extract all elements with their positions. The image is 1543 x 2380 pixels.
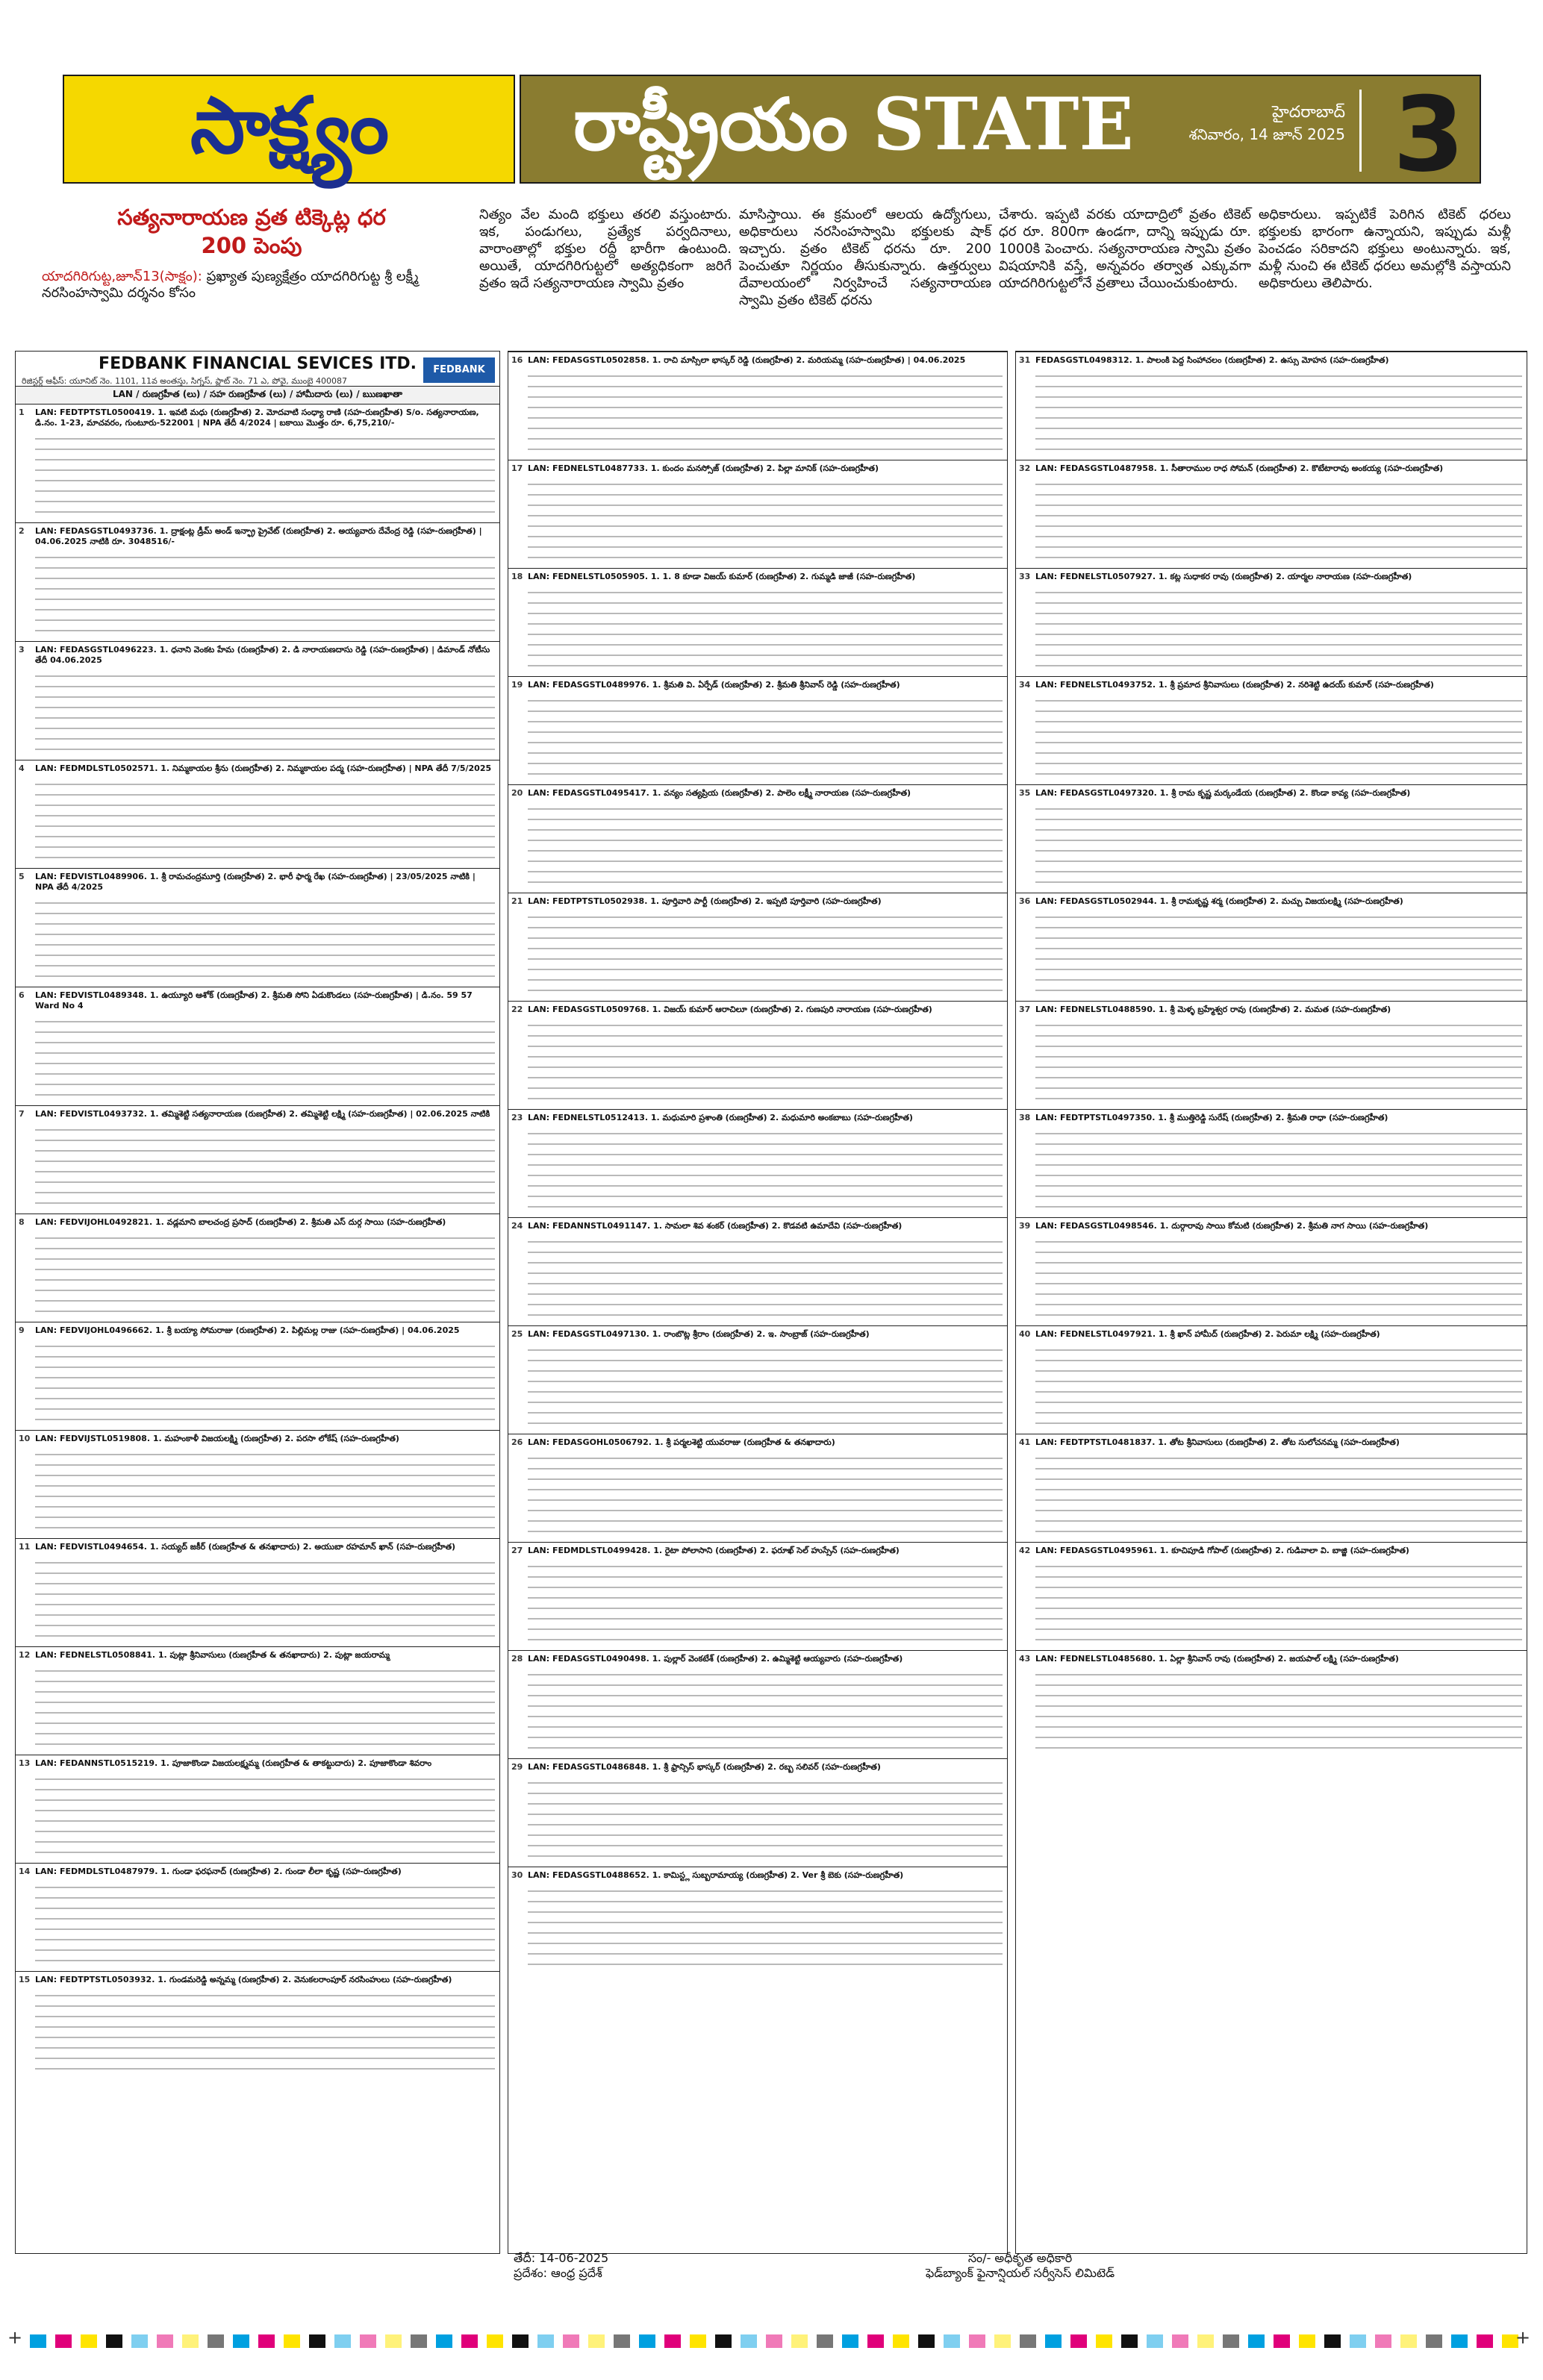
color-swatch (334, 2334, 351, 2348)
notice-row (508, 676, 1007, 784)
row-number: 19 (511, 680, 523, 690)
row-text: LAN: FEDASGSTL0486848. 1. శ్రీ ఫ్రాన్సిస్ భాస్కర్ (రుణగ్రహీత) 2. రబ్బ సలివర్ (సహ-రుణగ్రహీత) (528, 1762, 881, 1772)
row-number: 3 (19, 645, 25, 655)
row-text: FEDASGSTL0498312. 1. పాలంకి పెద్ద సింహాచలం (రుణగ్రహీత) 2. ఉస్సు మోహన (సహ-రుణగ్రహీత) (1035, 355, 1389, 365)
row-text: LAN: FEDVIJOHL0492821. 1. వడ్లమాని బాలచంద్ర ప్రసాద్ (రుణగ్రహీత) 2. శ్రీమతి ఎస్ దుర్గ సాయి (సహ-రుణగ్రహీత) (35, 1217, 446, 1227)
color-swatch (131, 2334, 148, 2348)
notice-row (16, 987, 499, 1105)
notice-row (508, 1217, 1007, 1325)
row-number: 31 (1019, 355, 1031, 365)
notice-row (1016, 1217, 1527, 1325)
color-swatch (411, 2334, 427, 2348)
color-swatch (309, 2334, 325, 2348)
row-filler (1035, 1018, 1522, 1106)
color-swatch (1121, 2334, 1138, 2348)
color-swatch (994, 2334, 1011, 2348)
row-text: LAN: FEDMDLSTL0502571. 1. నిమ్మకాయల శ్రీను (రుణగ్రహీత) 2. నిమ్మకాయల పద్మ (సహ-రుణగ్రహీత) | NPA తేదీ 7/5/2025 (35, 763, 492, 773)
row-text: LAN: FEDVIJSTL0519808. 1. మహంకాళీ విజయలక్ష్మి (రుణగ్రహీత) 2. పరసా లోకేష్ (సహ-రుణగ్రహీత) (35, 1434, 399, 1443)
newspaper-logo (63, 75, 515, 184)
color-swatch (30, 2334, 46, 2348)
row-filler (528, 693, 1003, 781)
story-column-1 (42, 269, 467, 302)
story-dateline: యాదగిరిగుట్ట,జూన్13(సాక్షం): (42, 269, 202, 284)
row-number: 26 (511, 1437, 523, 1447)
color-swatch (639, 2334, 655, 2348)
color-swatch (766, 2334, 782, 2348)
color-swatch (1400, 2334, 1417, 2348)
notice-row (508, 1867, 1007, 1975)
row-filler (528, 585, 1003, 673)
notice-column-1 (15, 351, 500, 2254)
row-text: LAN: FEDASGSTL0495417. 1. వన్యం సత్యప్రియ (రుణగ్రహీత) 2. పాలెం లక్ష్మీ నారాయణ (సహ-రుణగ్రహీత) (528, 788, 911, 798)
notice-row (16, 404, 499, 522)
notice-row (508, 1542, 1007, 1650)
masthead (63, 75, 1481, 195)
notice-row (508, 1758, 1007, 1867)
row-text: LAN: FEDASGSTL0488652. 1. కామిస్ట్ల సుబ్బరామాయ్య (రుణగ్రహీత) 2. Ver శ్రీ బెకు (సహ-రుణగ్రహీత) (528, 1870, 904, 1880)
color-swatch (258, 2334, 275, 2348)
headline-line-2: 200 పెంపు (201, 233, 302, 258)
notice-row (16, 1538, 499, 1646)
row-text: LAN: FEDVISTL0489906. 1. శ్రీ రామచంద్రమూర్తి (రుణగ్రహీత) 2. భారీ ఫార్మ రేఖ (సహ-రుణగ్రహీత) | 23/05/2025 నాటికి | NPA తేదీ 4/2025 (35, 872, 476, 892)
row-text: LAN: FEDTPTSTL0502938. 1. పూర్తివారి పార్టీ (రుణగ్రహీత) 2. ఇప్పటి పూర్తివారి (సహ-రుణగ్రహీత) (528, 896, 882, 906)
row-number: 25 (511, 1329, 523, 1339)
row-number: 30 (511, 1870, 523, 1880)
color-swatch (867, 2334, 884, 2348)
notice-row (508, 352, 1007, 460)
row-filler (35, 1014, 495, 1102)
row-filler (528, 802, 1003, 890)
notice-row (508, 893, 1007, 1001)
row-text: LAN: FEDVISTL0493732. 1. తమ్మిశెట్టి సత్యనారాయణ (రుణగ్రహీత) 2. తమ్మిశెట్టి లక్ష్మి (సహ-రుణగ్రహీత) | 02.06.2025 నాటికి (35, 1109, 490, 1119)
row-number: 35 (1019, 788, 1031, 798)
row-number: 18 (511, 572, 523, 581)
notice-row (1016, 568, 1527, 676)
row-number: 41 (1019, 1437, 1031, 1447)
row-text: LAN: FEDASGSTL0498546. 1. దుర్గారావు సాయి కోమటి (రుణగ్రహీత) 2. శ్రీమతి నాగ సాయి (సహ-రుణగ్రహీత) (1035, 1221, 1429, 1231)
row-text: LAN: FEDTPTSTL0497350. 1. శ్రీ ముత్తిరెడ్డి సురేష్ (రుణగ్రహీత) 2. శ్రీమతి రాధా (సహ-రుణగ్రహీత) (1035, 1113, 1388, 1122)
row-filler (528, 1775, 1003, 1864)
color-swatch (1426, 2334, 1442, 2348)
row-number: 27 (511, 1546, 523, 1555)
color-swatch (512, 2334, 529, 2348)
row-text: LAN: FEDASGSTL0487958. 1. సీతారాముల రాధ సోమన్ (రుణగ్రహీత) 2. కొటేటారావు అంకయ్య (సహ-రుణగ్రహీత) (1035, 463, 1444, 473)
color-swatch (690, 2334, 706, 2348)
row-number: 13 (19, 1758, 31, 1768)
row-text: LAN: FEDMDLSTL0499428. 1. రైటా పోలాసాని (రుణగ్రహీత) 2. ఫరూఖ్ సెల్ హుస్సేన్ (సహ-రుణగ్రహీత) (528, 1546, 900, 1555)
row-filler (528, 369, 1003, 457)
notice-row (16, 1863, 499, 1971)
row-text: LAN: FEDNELSTL0487733. 1. కుందం మనస్సోజ్ (రుణగ్రహీత) 2. పిల్లా మానిక్ (సహ-రుణగ్రహీత) (528, 463, 879, 473)
color-swatch (233, 2334, 249, 2348)
row-filler (35, 896, 495, 984)
color-swatch (461, 2334, 478, 2348)
row-text: LAN: FEDASGSTL0493736. 1. ద్రాక్షంట్ల డ్రీమ్ అండ్ ఇన్ఫ్రా ప్రైవేట్ (రుణగ్రహీత) 2. అయ్యవారు దేవేంద్ర రెడ్డి (సహ-రుణగ్రహీత) | 04.06.2025 నాటికి రూ. 3048516/- (35, 526, 482, 546)
row-text: LAN: FEDVISTL0494654. 1. సయ్యద్ జకీర్ (రుణగ్రహీత & తనఖాదారు) 2. అయుబా రహమాన్ ఖాన్ (సహ-రుణగ్రహీత) (35, 1542, 456, 1552)
edition-date: శనివారం, 14 జూన్ 2025 (1188, 125, 1345, 143)
headline-line-1: సత్యనారాయణ వ్రత టిక్కెట్ల ధర (117, 204, 386, 230)
row-text: LAN: FEDNELSTL0485680. 1. ఏల్లా శ్రీనివాస్ రావు (రుణగ్రహీత) 2. జయపాల్ లక్ష్మి (సహ-రుణగ్రహీత) (1035, 1654, 1399, 1664)
notice-row (508, 784, 1007, 893)
registration-mark-icon: + (1515, 2327, 1531, 2348)
color-swatch (1045, 2334, 1062, 2348)
notice-row (1016, 352, 1527, 460)
color-swatch (360, 2334, 376, 2348)
row-number: 32 (1019, 463, 1031, 473)
color-swatch (385, 2334, 402, 2348)
color-swatch (1197, 2334, 1214, 2348)
notice-row (16, 1430, 499, 1538)
color-swatch (1274, 2334, 1290, 2348)
registration-mark-icon: + (7, 2327, 23, 2348)
row-text: LAN: FEDNELSTL0505905. 1. 1. 8 కూడా విజయ్ కుమార్ (రుణగ్రహీత) 2. గుమ్మడి జాజీ (సహ-రుణగ్రహీత) (528, 572, 916, 581)
footer-date: తేదీ: 14-06-2025 (514, 2251, 609, 2265)
color-swatch (436, 2334, 452, 2348)
row-filler (1035, 802, 1522, 890)
row-number: 12 (19, 1650, 31, 1660)
row-text: LAN: FEDNELSTL0508841. 1. పుట్లా శ్రీనివాసులు (రుణగ్రహీత & తనఖాదారు) 2. పుట్లా జయరామ్మ (35, 1650, 390, 1660)
row-filler (1035, 1451, 1522, 1539)
notice-row (508, 1434, 1007, 1542)
row-filler (1035, 910, 1522, 998)
top-story (27, 197, 1512, 343)
story-column-2: నిత్యం వేల మంది భక్తులు తరలి వస్తుంటారు. ఇక, పండుగలు, ప్రత్యేక పర్వదినాలు, వారాంతాల్లో భక్తుల రద్దీ భారీగా ఉంటుంది. అయితే, యాదగిరిగుట్టలో అత్యధికంగా జరిగే వ్రతం ఇదే సత్యనారాయణ స్వామి వ్రతం (479, 207, 732, 291)
notice-row (508, 1001, 1007, 1109)
row-number: 14 (19, 1867, 31, 1876)
row-filler (35, 550, 495, 638)
row-number: 9 (19, 1325, 25, 1335)
story-column-3: మాసిస్తాయి. ఈ క్రమంలో ఆలయ ఉద్యోగులు, అధికారులు నరసింహస్వామి భక్తులకు షాక్ ఇచ్చారు. వ్రతం టికెట్ ధరను రూ. 200 పెంచుతూ నిర్ణయం తీసుకున్నారు. ఉత్తర్వులు దేవాలయంలో నిర్వహించే సత్యనారాయణ స్వామి వ్రతం టికెట్ ధరను (739, 207, 991, 308)
row-filler (1035, 477, 1522, 565)
row-text: LAN: FEDASGOHL0506792. 1. శ్రీ పర్మలశెట్టి యువరాజు (రుణగ్రహీత & తనఖాదారు) (528, 1437, 835, 1447)
row-number: 21 (511, 896, 523, 906)
footer-place: ప్రదేశం: ఆంధ్ర ప్రదేశ్ (514, 2266, 602, 2280)
color-swatch (157, 2334, 173, 2348)
color-swatch (1172, 2334, 1188, 2348)
row-number: 23 (511, 1113, 523, 1122)
notice-row (1016, 1001, 1527, 1109)
color-swatch (1299, 2334, 1315, 2348)
print-color-bar (0, 2329, 1543, 2358)
row-number: 43 (1019, 1654, 1031, 1664)
color-swatch (208, 2334, 224, 2348)
notice-column-3 (1015, 351, 1527, 2254)
color-swatch (55, 2334, 72, 2348)
color-swatch (1070, 2334, 1087, 2348)
section-title: రాష్ట్రీయం STATE (573, 82, 1134, 166)
color-swatch (1324, 2334, 1341, 2348)
row-filler (35, 1880, 495, 1968)
row-number: 6 (19, 990, 25, 1000)
row-filler (528, 1126, 1003, 1214)
row-filler (528, 1451, 1003, 1539)
row-number: 20 (511, 788, 523, 798)
row-filler (1035, 585, 1522, 673)
row-number: 15 (19, 1975, 31, 1984)
row-number: 36 (1019, 896, 1031, 906)
color-swatch (588, 2334, 605, 2348)
row-text: LAN: FEDNELSTL0497921. 1. శ్రీ ఖాన్ హామీద్ (రుణగ్రహీత) 2. పెరుమా లక్ష్మి (సహ-రుణగ్రహీత) (1035, 1329, 1380, 1339)
row-number: 24 (511, 1221, 523, 1231)
row-number: 17 (511, 463, 523, 473)
row-filler (528, 1884, 1003, 1972)
row-number: 10 (19, 1434, 31, 1443)
color-swatch (1350, 2334, 1366, 2348)
row-filler (35, 431, 495, 519)
section-banner (520, 75, 1481, 195)
notice-row (1016, 784, 1527, 893)
row-filler (528, 1559, 1003, 1647)
row-filler (528, 1667, 1003, 1755)
row-text: LAN: FEDANNSTL0515219. 1. పూజాకొండా విజయలక్ష్మమ్మ (రుణగ్రహీత & తాకట్టుదారు) 2. పూజాకొండా శివరాం (35, 1758, 432, 1768)
notice-row (1016, 676, 1527, 784)
footer-signature (926, 2251, 1115, 2281)
color-swatch (614, 2334, 630, 2348)
company-name: FEDBANK FINANCIAL SEVICES ITD. (99, 354, 417, 373)
signatory-company: ఫెడ్‌బ్యాంక్ ఫైనాన్షియల్ సర్వీసెస్ లిమిటెడ్ (926, 2266, 1115, 2280)
row-text: LAN: FEDASGSTL0502858. 1. రాచి మాస్సిలా భాస్కర్ రెడ్డి (రుణగ్రహీత) 2. మరియమ్మ (సహ-రుణగ్రహీత) | 04.06.2025 (528, 355, 966, 365)
row-filler (35, 777, 495, 865)
row-filler (35, 1122, 495, 1211)
notice-row (1016, 460, 1527, 568)
row-number: 28 (511, 1654, 523, 1664)
row-text: LAN: FEDTPTSTL0481837. 1. తోట శ్రీనివాసులు (రుణగ్రహీత) 2. తోట సులోచనమ్మ (సహ-రుణగ్రహీత) (1035, 1437, 1400, 1447)
row-text: LAN: FEDASGSTL0497130. 1. రాంబొట్ల శ్రీరాం (రుణగ్రహీత) 2. ఇ. సాంబ్రాజ్ (సహ-రుణగ్రహీత) (528, 1329, 870, 1339)
color-swatch (1020, 2334, 1036, 2348)
signatory-title: సం/- అధీకృత అధికారి (967, 2251, 1073, 2265)
row-filler (1035, 693, 1522, 781)
row-filler (528, 910, 1003, 998)
notice-row (508, 1650, 1007, 1758)
row-filler (35, 1988, 495, 2076)
notice-row (1016, 1109, 1527, 1217)
story-column-5: అధికారులు. ఇప్పటికే పెరిగిన టికెట్ ధరలు భక్తులకు భారంగా ఉన్నాయని, ఇప్పుడు మళ్లీ పెంచడం సరికాదని భక్తులు అంటున్నారు. ఇక, మళ్లీ నుంచి ఈ టికెట్ ధరలు అమల్లోకి వస్తాయని అధికారులు తెలిపారు. (1259, 207, 1511, 291)
notice-rows (508, 352, 1007, 1975)
color-swatch (1477, 2334, 1493, 2348)
story-headline (39, 203, 464, 260)
row-text: LAN: FEDASGSTL0496223. 1. ధనాని వెంకట హేమ (రుణగ్రహీత) 2. డి నారాయణదాసు రెడ్డి (సహ-రుణగ్రహీత) | డిమాండ్ నోటీసు తేదీ 04.06.2025 (35, 645, 490, 665)
color-swatch (182, 2334, 199, 2348)
notice-row (508, 1325, 1007, 1434)
row-number: 29 (511, 1762, 523, 1772)
row-text: LAN: FEDVISTL0489348. 1. ఉయ్యూరి ఆశోక్ (రుణగ్రహీత) 2. శ్రీమతి సోని ఏడుకొండలు (సహ-రుణగ్రహీత) | డి.నం. 59 57 Ward No 4 (35, 990, 473, 1011)
notice-row (1016, 1650, 1527, 1758)
row-number: 42 (1019, 1546, 1031, 1555)
color-swatch (1248, 2334, 1265, 2348)
row-filler (35, 1664, 495, 1752)
row-filler (35, 1339, 495, 1427)
edition-place: హైదరాబాద్ (1272, 103, 1345, 122)
row-text: LAN: FEDVIJOHL0496662. 1. శ్రీ బయ్యా సోమరాజు (రుణగ్రహీత) 2. పిల్లిమల్ల రాజు (సహ-రుణగ్రహీత) | 04.06.2025 (35, 1325, 460, 1335)
row-filler (35, 1555, 495, 1643)
notice-table-header: LAN / రుణగ్రహీత (లు) / సహ రుణగ్రహీత (లు) / హామీదారు (లు) / ఋణఖాతా (16, 386, 499, 404)
row-number: 7 (19, 1109, 25, 1119)
row-text: LAN: FEDASGSTL0489976. 1. శ్రీమతి వి. ఏర్పేడ్ (రుణగ్రహీత) 2. శ్రీమతి శ్రీనివాస్ రెడ్డి (సహ-రుణగ్రహీత) (528, 680, 900, 690)
row-filler (1035, 1559, 1522, 1647)
row-filler (1035, 1126, 1522, 1214)
row-text: LAN: FEDMDLSTL0487979. 1. గుండా ఫరఫనాద్ (రుణగ్రహీత) 2. గుండా లీలా కృష్ణ (సహ-రుణగ్రహీత) (35, 1867, 402, 1876)
row-number: 37 (1019, 1005, 1031, 1014)
notice-row (16, 1971, 499, 2079)
row-number: 38 (1019, 1113, 1031, 1122)
color-swatch (487, 2334, 503, 2348)
color-swatch (817, 2334, 833, 2348)
notice-row (16, 1322, 499, 1430)
row-number: 1 (19, 407, 25, 417)
logo-text: సాక్ష్యం (190, 79, 388, 171)
notice-rows (16, 404, 499, 2079)
notice-row (1016, 1434, 1527, 1542)
color-swatch (81, 2334, 97, 2348)
row-filler (528, 1234, 1003, 1322)
fedbank-logo: FEDBANK (423, 357, 495, 383)
color-swatch (563, 2334, 579, 2348)
row-text: LAN: FEDNELSTL0507927. 1. కట్ల సుధాకర రావు (రుణగ్రహీత) 2. యార్మల నారాయణ (సహ-రుణగ్రహీత) (1035, 572, 1412, 581)
page-number: 3 (1392, 75, 1465, 195)
color-swatch (1147, 2334, 1163, 2348)
row-text: LAN: FEDASGSTL0497320. 1. శ్రీ రామ కృష్ణ మర్కండేయ (రుణగ్రహీత) 2. కొండా కావ్య (సహ-రుణగ్రహీత) (1035, 788, 1411, 798)
row-filler (1035, 1667, 1522, 1755)
row-number: 5 (19, 872, 25, 881)
row-filler (35, 1772, 495, 1860)
color-swatch (284, 2334, 300, 2348)
row-filler (35, 1447, 495, 1535)
notice-row (16, 522, 499, 641)
color-swatch (741, 2334, 757, 2348)
footer-left (514, 2251, 608, 2281)
notice-row (16, 760, 499, 868)
color-swatch (1451, 2334, 1468, 2348)
notice-row (1016, 893, 1527, 1001)
row-number: 16 (511, 355, 523, 365)
notice-row (16, 1646, 499, 1755)
color-swatch (1375, 2334, 1391, 2348)
color-swatch (791, 2334, 808, 2348)
row-number: 22 (511, 1005, 523, 1014)
color-swatch (664, 2334, 681, 2348)
row-number: 34 (1019, 680, 1031, 690)
row-number: 11 (19, 1542, 31, 1552)
notice-footer (508, 2245, 1527, 2290)
notice-row (16, 868, 499, 987)
row-text: LAN: FEDASGSTL0509768. 1. విజయ్ కుమార్ ఆరాచిలూ (రుణగ్రహీత) 2. గుణపురి నారాయణ (సహ-రుణగ్రహీత) (528, 1005, 932, 1014)
row-text: LAN: FEDTPTSTL0503932. 1. గుండమరెడ్డి అన్నమ్మ (రుణగ్రహీత) 2. వెనుకలరాంపూర్ నరసింహులు (సహ-రుణగ్రహీత) (35, 1975, 452, 1984)
story-text-1: ప్రఖ్యాత పుణ్యక్షేత్రం యాదగిరిగుట్ట శ్రీ లక్ష్మీ నరసింహస్వామి దర్శనం కోసం (42, 269, 419, 301)
row-filler (528, 477, 1003, 565)
row-text: LAN: FEDASGSTL0502944. 1. శ్రీ రామకృష్ణ శర్మ (రుణగ్రహీత) 2. మచ్చు విజయలక్ష్మి (సహ-రుణగ్రహీత) (1035, 896, 1403, 906)
row-number: 8 (19, 1217, 25, 1227)
color-swatch (106, 2334, 122, 2348)
notice-row (16, 1755, 499, 1863)
row-number: 40 (1019, 1329, 1031, 1339)
row-text: LAN: FEDASGSTL0490498. 1. పుల్లార్ వెంకటేశ్ (రుణగ్రహీత) 2. ఉమ్మిశెట్టి ఆయ్యవారు (సహ-రుణగ్రహీత) (528, 1654, 903, 1664)
notice-row (508, 460, 1007, 568)
color-swatch (715, 2334, 732, 2348)
banner-divider (1359, 90, 1362, 172)
notice-header (16, 352, 499, 376)
row-number: 33 (1019, 572, 1031, 581)
notice-row (16, 1105, 499, 1214)
color-swatch (969, 2334, 985, 2348)
color-swatch (1223, 2334, 1239, 2348)
color-swatch (944, 2334, 960, 2348)
notice-row (508, 1109, 1007, 1217)
row-filler (528, 1018, 1003, 1106)
row-filler (528, 1343, 1003, 1431)
row-number: 4 (19, 763, 25, 773)
notice-column-2 (508, 351, 1008, 2254)
row-filler (1035, 1343, 1522, 1431)
color-swatch (537, 2334, 554, 2348)
row-text: LAN: FEDTPTSTL0500419. 1. ఇవటి మధు (రుణగ్రహీత) 2. మోదవాటి సంధ్యా రాణి (సహ-రుణగ్రహీత) S/o. సత్యనారాయణ, డి.నం. 1-23, మాచవరం, గుంటూరు-522001 | NPA తేదీ 4/2024 | బకాయి మొత్తం రూ. 6,75,210/- (35, 407, 479, 428)
notice-rows (1016, 352, 1527, 1758)
notice-row (16, 1214, 499, 1322)
notice-intro: రిజిస్టర్డ్ ఆఫీస్: యూనిట్ నెం. 1101, 11వ అంతస్తు, సిగ్నస్, ప్లాట్ నెం. 71 ఎ, పోవై, ముంబై 400087 (22, 376, 347, 386)
row-number: 39 (1019, 1221, 1031, 1231)
row-filler (35, 1231, 495, 1319)
row-filler (1035, 1234, 1522, 1322)
color-swatch (918, 2334, 935, 2348)
color-swatch (842, 2334, 858, 2348)
row-filler (1035, 369, 1522, 457)
row-text: LAN: FEDASGSTL0495961. 1. కూచిపూడి గోపాల్ (రుణగ్రహీత) 2. గుడివాలా వి. బాజ్జి (సహ-రుణగ్రహీత) (1035, 1546, 1409, 1555)
story-column-4: చేశారు. ఇప్పటి వరకు యాదాద్రిలో వ్రతం టికెట్ ధర రూ. 800గా ఉండగా, దాన్ని ఇప్పుడు రూ. 1000కి పెంచారు. సత్యనారాయణ స్వామి వ్రతం విషయానికి వస్తే, అన్నవరం తర్వాత ఎక్కువగా యాదగిరిగుట్టలోనే వ్రతాలు చేయించుకుంటారు. (999, 207, 1251, 291)
color-swatch (1096, 2334, 1112, 2348)
notice-row (508, 568, 1007, 676)
notice-row (1016, 1542, 1527, 1650)
row-text: LAN: FEDANNSTL0491147. 1. సామలా శివ శంకర్ (రుణగ్రహీత) 2. కొడవటి ఉమాదేవి (సహ-రుణగ్రహీత) (528, 1221, 903, 1231)
row-number: 2 (19, 526, 25, 536)
notice-row (16, 641, 499, 760)
row-text: LAN: FEDNELSTL0488590. 1. శ్రీ మెళ్ళ బ్రహ్మేశ్వర రావు (రుణగ్రహీత) 2. మమత (సహ-రుణగ్రహీత) (1035, 1005, 1391, 1014)
row-text: LAN: FEDNELSTL0512413. 1. మధుమారి ప్రశాంతి (రుణగ్రహీత) 2. మధుమారి అంకబాబు (సహ-రుణగ్రహీత) (528, 1113, 913, 1122)
notice-row (1016, 1325, 1527, 1434)
row-text: LAN: FEDNELSTL0493752. 1. శ్రీ ప్రమాద శ్రీనివాసులు (రుణగ్రహీత) 2. నరిశెట్టి ఉదయ్ కుమార్ (సహ-రుణగ్రహీత) (1035, 680, 1434, 690)
row-filler (35, 669, 495, 757)
color-swatch (893, 2334, 909, 2348)
